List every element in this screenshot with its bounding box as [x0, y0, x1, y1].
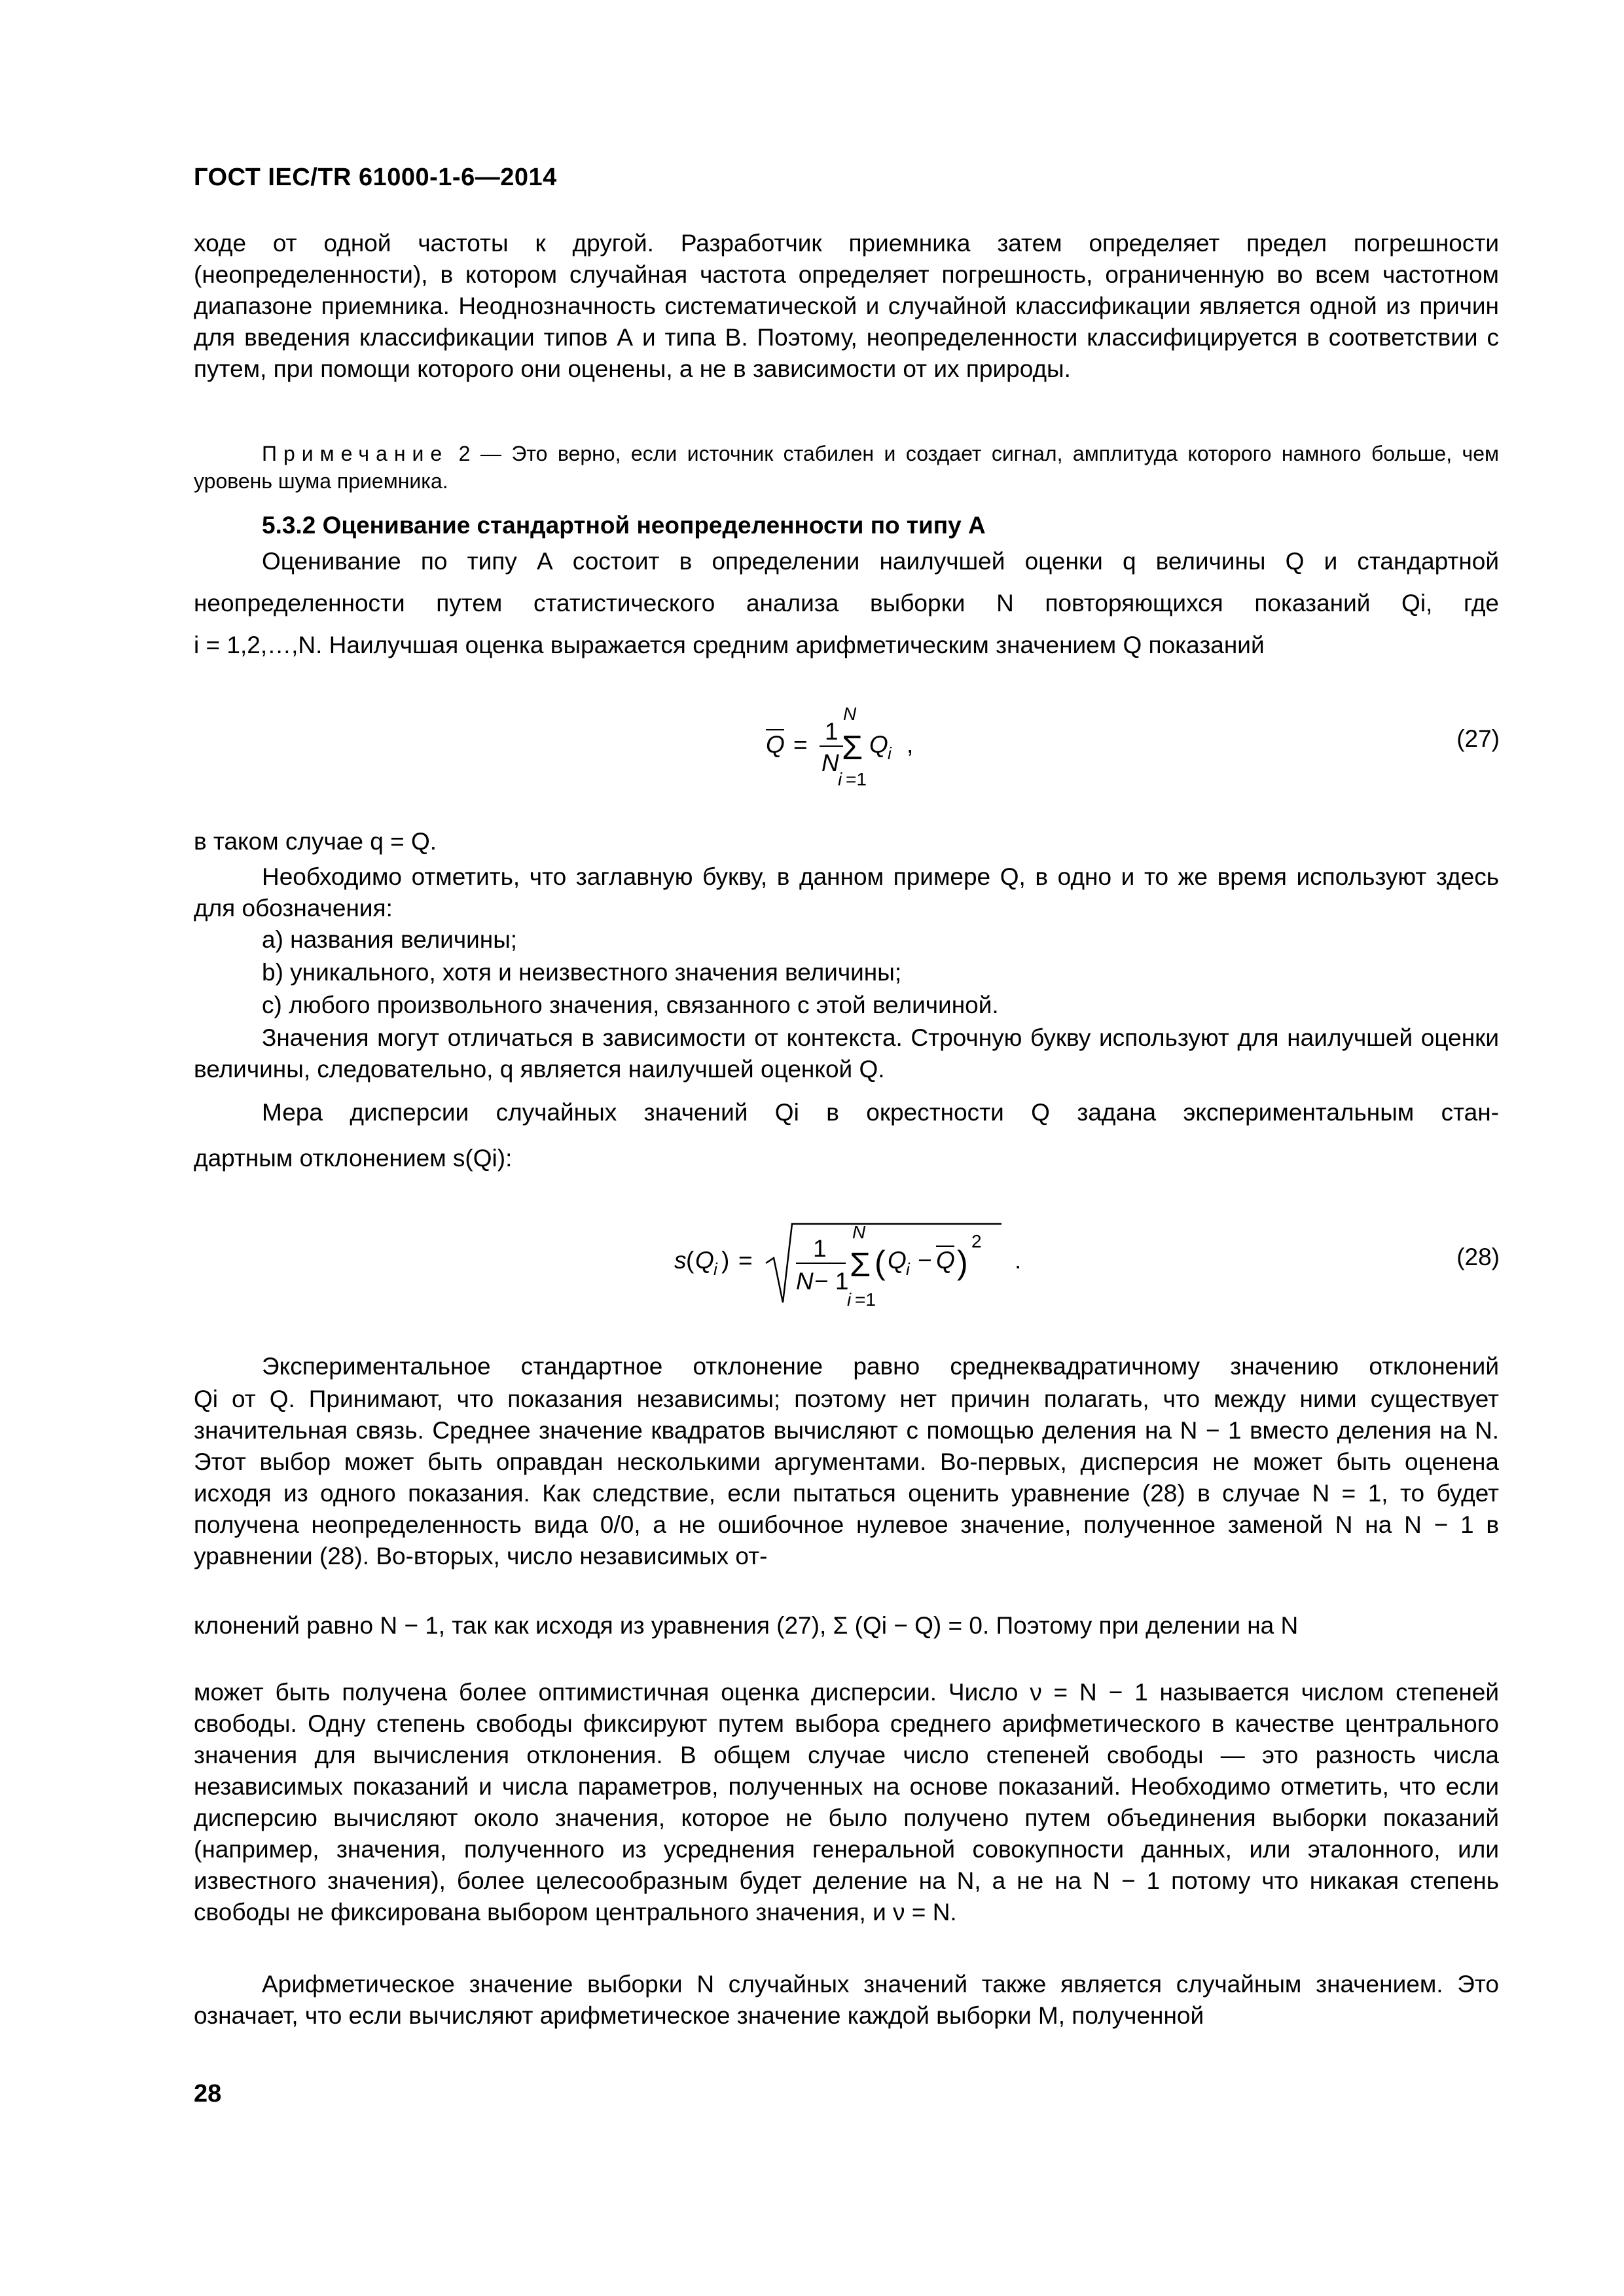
- svg-text:Q: Q: [869, 731, 888, 758]
- svg-text:): ): [957, 1244, 968, 1281]
- svg-text:i: i: [888, 744, 892, 763]
- paragraph-5-line-1: Мера дисперсии случайных значений Qi в окрестности Q задана экспериментальным стан-: [262, 1099, 1499, 1126]
- equation-27-number: (27): [1456, 725, 1500, 752]
- svg-text:2: 2: [971, 1231, 982, 1251]
- list-item-c: c) любого произвольного значения, связанного с этой величиной.: [262, 992, 999, 1018]
- svg-text:=: =: [793, 731, 808, 758]
- svg-text:N: N: [796, 1268, 814, 1295]
- svg-text:(: (: [875, 1244, 886, 1281]
- svg-text:(: (: [686, 1247, 695, 1274]
- svg-text:=1: =1: [846, 769, 867, 789]
- svg-text:Σ: Σ: [842, 729, 863, 767]
- svg-text:N: N: [852, 1222, 866, 1242]
- paragraph-6-continuation: может быть получена более оптимистичная оценка дисперсии. Число ν = N − 1 называется числом степеней свободы. Одну степень свободы фиксируют путем выбора среднего арифметического в качестве центрального значения для вычисления отклонения. В общем случае число степеней свободы — это разность числа независимых показаний и числа параметров, полученных на основе показаний. Необходимо отметить, что если дисперсию вычисляют около значения, которое не было получено путем объединения выборки показаний (например, значения, полученного из усреднения генеральной совокупности данных, или эталонного, или известного значения), более целесообразным будет деление на N, а не на N − 1 потому что никакая степень свободы не фиксирована выбором центрального значения, и ν = N.: [194, 1679, 1499, 1926]
- svg-text:,: ,: [907, 731, 914, 758]
- paragraph-6-line-1: Экспериментальное стандартное отклонение равно среднеквадратичному значению отклонений: [262, 1353, 1499, 1380]
- svg-text:): ): [721, 1247, 730, 1274]
- svg-text:=1: =1: [855, 1289, 876, 1310]
- svg-text:N: N: [821, 749, 839, 776]
- svg-text:s: s: [674, 1247, 687, 1274]
- paragraph-1: ходе от одной частоты к другой. Разработчик приемника затем определяет предел погрешности (неопределенности), в котором случайная частота определяет погрешность, ограниченную во всем частотном диапазоне приемника. Неоднозначность систематической и случайной классификации является одной из причин для введения классификации типов А и типа В. Поэтому, неопределенности классифицируется в соответствии с путем, при помощи которого они оценены, а не в зависимости от их природы.: [194, 230, 1499, 382]
- paragraph-6-inline-equation-line: клонений равно N − 1, так как исходя из уравнения (27), Σ (Qi − Q) = 0. Поэтому при делении на N: [194, 1612, 1299, 1639]
- section-heading: 5.3.2 Оценивание стандартной неопределенности по типу А: [262, 512, 986, 539]
- paragraph-2-line-3: i = 1,2,…,N. Наилучшая оценка выражается средним арифметическим значением Q показаний: [194, 632, 1265, 658]
- svg-text:i: i: [838, 769, 842, 789]
- svg-text:Q: Q: [695, 1247, 714, 1274]
- document-header-title: ГОСТ IEC/TR 61000-1-6—2014: [194, 164, 557, 191]
- svg-text:=: =: [738, 1247, 753, 1274]
- equation-28-number: (28): [1456, 1244, 1500, 1270]
- svg-text:Σ: Σ: [850, 1246, 871, 1284]
- list-item-a: a) названия величины;: [262, 926, 518, 953]
- equation-28-formula: [674, 1211, 1067, 1322]
- page-number: 28: [194, 2080, 222, 2108]
- svg-text:1: 1: [825, 718, 839, 745]
- svg-text:−: −: [918, 1247, 932, 1274]
- paragraph-6-body: Qi от Q. Принимают, что показания независимы; поэтому нет причин полагать, что между ними существует значительная связь. Среднее значение квадратов вычисляют с помощью деления на N − 1 вместо деления на N. Этот выбор может быть оправдан несколькими аргументами. Во-первых, дисперсия не может быть оценена исходя из одного показания. Как следствие, если пытаться оценить уравнение (28) в случае N = 1, то будет получена неопределенность вида 0/0, а не ошибочное нулевое значение, полученное заменой N на N − 1 в уравнении (28). Во-вторых, число независимых от-: [194, 1386, 1499, 1570]
- svg-text:.: .: [1015, 1247, 1022, 1274]
- paragraph-3: Необходимо отметить, что заглавную букву, в данном примере Q, в одно и то же время используют здесь для обозначения:: [194, 863, 1499, 922]
- svg-text:i: i: [713, 1259, 717, 1279]
- svg-text:Q: Q: [888, 1247, 907, 1274]
- paragraph-2-line-2: неопределенности путем статистического анализа выборки N повторяющихся показаний Qi, где: [194, 590, 1499, 617]
- paragraph-7: Арифметическое значение выборки N случайных значений также является случайным значением. Это означает, что если вычисляют арифметическое значение каждой выборки M, полученной: [194, 1971, 1499, 2029]
- after-equation-27: в таком случае q = Q.: [194, 828, 437, 855]
- svg-text:− 1: − 1: [814, 1268, 849, 1295]
- paragraph-5-line-2: дартным отклонением s(Qi):: [194, 1145, 513, 1172]
- svg-text:1: 1: [813, 1235, 827, 1262]
- list-item-b: b) уникального, хотя и неизвестного значения величины;: [262, 959, 902, 986]
- svg-text:Q: Q: [936, 1247, 955, 1274]
- equation-27-formula: [759, 694, 995, 798]
- svg-text:Q: Q: [766, 731, 785, 758]
- note-2: [194, 440, 1499, 495]
- paragraph-4: Значения могут отличаться в зависимости от контекста. Строчную букву используют для наилучшей оценки величины, следовательно, q является наилучшей оценкой Q.: [194, 1024, 1499, 1083]
- note-label: Примечание: [262, 442, 449, 465]
- svg-text:N: N: [843, 704, 857, 724]
- paragraph-2-line-1: Оценивание по типу А состоит в определении наилучшей оценки q величины Q и стандартной: [262, 548, 1499, 575]
- svg-text:i: i: [906, 1259, 910, 1279]
- svg-text:i: i: [847, 1289, 852, 1310]
- note-text: 2 — Это верно, если источник стабилен и создает сигнал, амплитуда которого намного больше, чем уровень шума приемника.: [194, 442, 1499, 493]
